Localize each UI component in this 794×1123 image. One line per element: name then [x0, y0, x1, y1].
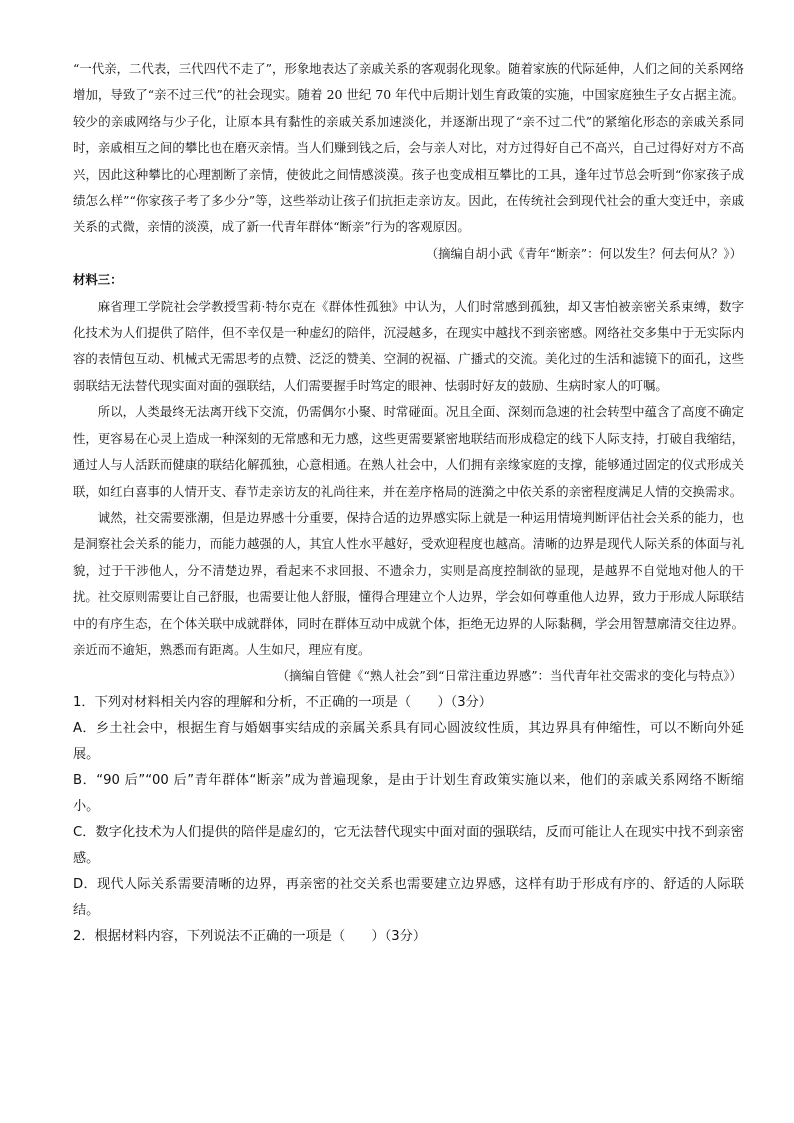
question-1-option-b: B．“90 后”“00 后”青年群体“断亲”成为普遍现象，是由于计划生育政策实施以来，他们的亲戚关系网络不断缩小。 — [73, 772, 744, 814]
question-1-option-c: C．数字化技术为人们提供的陪伴是虚幻的，它无法替代现实中面对面的强联结，反而可能让人在现实中找不到亲密感。 — [73, 824, 744, 866]
question-1-stem: 1．下列对材料相关内容的理解和分析，不正确的一项是（ ）（3分） — [73, 694, 492, 710]
material-3-paragraph-2: 所以，人类最终无法离开线下交流，仍需偶尔小聚、时常碰面。况且全面、深刻而急速的社会转型中蕴含了高度不确定性，更容易在心灵上造成一种深刻的无常感和无力感，这些更需要紧密地联结而形成稳定的线下人际支持，打破自我缩结，通过人与人活跃而健康的联结化解孤独，心意相通。在熟人社会中，人们拥有亲缘家庭的支撑，能够通过固定的仪式形成关联，如红白喜事的人情开支、春节走亲访友的礼尚往来，并在差序格局的涟漪之中依关系的亲密程度满足人情的交换需求。 — [73, 404, 744, 499]
material-3-source: （摘编自管健《“熟人社会”到“日常注重边界感”：当代青年社交需求的变化与特点》） — [276, 668, 742, 684]
material-3-heading: 材料三： — [73, 272, 123, 288]
questions — [73, 690, 744, 950]
material-3-paragraph-3: 诚然，社交需要涨潮，但是边界感十分重要，保持合适的边界感实际上就是一种运用情境判断评估社会关系的能力，也是洞察社会关系的能力，而能力越强的人，其宜人性水平越好，受欢迎程度也越高。清晰的边界是现代人际关系的体面与礼貌，过于干涉他人，分不清楚边界，看起来不求回报、不遗余力，实则是高度控制欲的显现，是越界不自觉地对他人的干扰。社交原则需要让自己舒服，也需要让他人舒服，懂得合理建立个人边界，学会如何尊重他人边界，致力于形成人际联结中的有序生态，在个体关联中成就群体，同时在群体互动中成就个体，拒绝无边界的人际黏稠，学会用智慧廓清交往边界。亲近而不逾矩，熟悉而有距离。人生如尺，理应有度。 — [73, 509, 744, 657]
material-3-paragraph-1: 麻省理工学院社会学教授雪莉·特尔克在《群体性孤独》中认为，人们时常感到孤独，却又害怕被亲密关系束缚，数字化技术为人们提供了陪伴，但不幸仅是一种虚幻的陪伴，沉浸越多，在现实中越找不到亲密感。网络社交多集中于无实际内容的表情包互动、机械式无需思考的点赞、泛泛的赞美、空洞的祝福、广播式的交流。美化过的生活和滤镜下的面孔，这些弱联结无法替代现实面对面的强联结，人们需要握手时笃定的眼神、怯弱时好友的鼓励、生病时家人的叮嘱。 — [73, 298, 744, 393]
question-1-option-d: D．现代人际关系需要清晰的边界，再亲密的社交关系也需要建立边界感，这样有助于形成有序的、舒适的人际联结。 — [73, 876, 744, 918]
material-2-source: （摘编自胡小武《青年“断亲”：何以发生？何去何从？》） — [425, 245, 742, 261]
question-1-option-a: A．乡土社会中，根据生育与婚姻事实结成的亲属关系具有同心圆波纹性质，其边界具有伸缩性，可以不断向外延展。 — [73, 720, 744, 762]
question-2-stem: 2．根据材料内容，下列说法不正确的一项是（ ）（3分） — [73, 928, 427, 944]
material-3 — [73, 267, 744, 690]
material-2-paragraph: “一代亲，二代表，三代四代不走了”，形象地表达了亲戚关系的客观弱化现象。随着家族的代际延伸，人们之间的关系网络增加，导致了“亲不过三代”的社会现实。随着 20 世纪 70 年代中后期计划生育政策的实施，中国家庭独生子女占据主流。较少的亲戚网络与少子化，让原本具有黏性的亲戚关系加速淡化，并逐渐出现了“亲不过二代”的紧缩化形态的亲戚关系同时，亲戚相互之间的攀比也在磨灭亲情。当人们赚到钱之后，会与亲人对比，对方过得好自己不高兴，自己过得好对方不高兴，因此这种攀比的心理割断了亲情，使彼此之间情感淡漠。孩子也变成相互攀比的工具，逢年过节总会听到“你家孩子成绩怎么样”“你家孩子考了多少分”等，这些举动让孩子们抗拒走亲访友。因此，在传统社会到现代社会的重大变迁中，亲戚关系的式微，亲情的淡漠，成了新一代青年群体“断亲”行为的客观原因。 — [73, 61, 744, 235]
material-2-tail — [73, 56, 744, 267]
